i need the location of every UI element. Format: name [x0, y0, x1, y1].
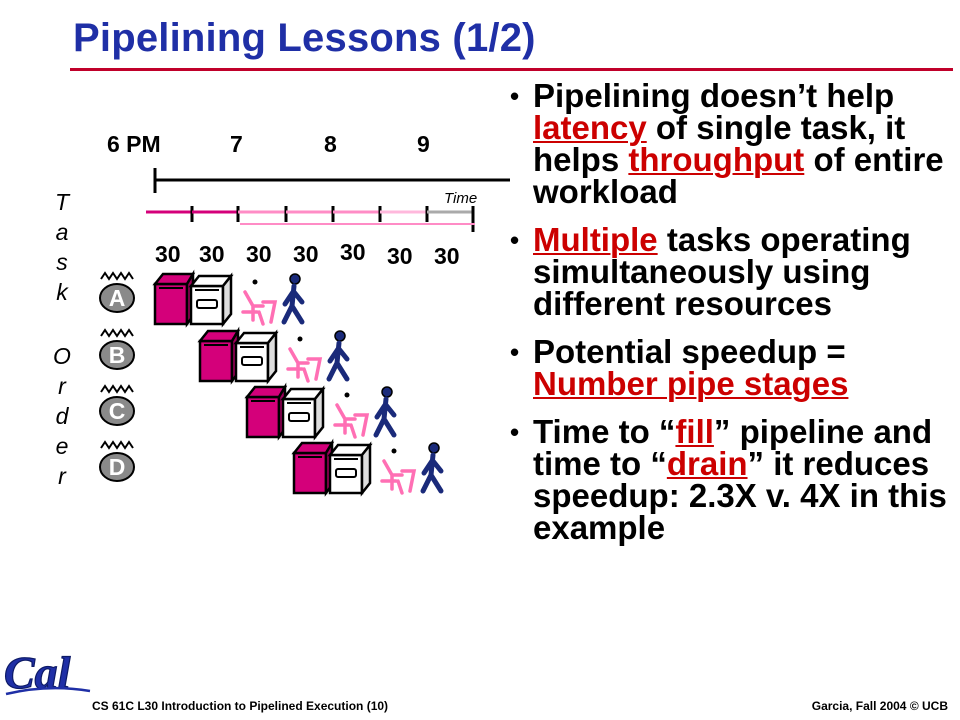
page-title: Pipelining Lessons (1/2): [73, 16, 536, 60]
duration-label: 30: [199, 241, 225, 267]
task-label: A: [108, 285, 126, 311]
bullet-text: Pipelining doesn’t help: [533, 77, 895, 114]
svg-text:Cal: Cal: [4, 647, 71, 698]
dryer-icon: [330, 445, 370, 493]
task-order-axis-label: T a s k O r d e r: [53, 189, 71, 489]
lesson-bullet: [510, 413, 955, 546]
washer-icon: [247, 387, 285, 437]
task-badge: [100, 330, 134, 369]
bullet-text: ” pipeline and time to “: [533, 413, 933, 482]
walking-person-icon: [376, 387, 394, 435]
time-axis-label: Time: [444, 190, 478, 207]
cal-logo-icon: [2, 644, 94, 703]
task-label: B: [108, 342, 126, 368]
bullet-text: Time to “: [533, 413, 676, 450]
bullet-dot: •: [510, 81, 520, 111]
hour-label-8: 8: [324, 131, 337, 157]
task-row: [100, 442, 441, 493]
folder-person-icon: [335, 393, 367, 438]
walking-person-icon: [329, 331, 347, 379]
duration-label: 30: [293, 241, 319, 267]
dryer-icon: [236, 333, 276, 381]
bullet-dot: •: [510, 225, 520, 255]
hour-label-9: 9: [417, 131, 430, 157]
task-label: D: [108, 454, 126, 480]
washer-icon: [200, 331, 238, 381]
bullet-text: of entire workload: [533, 141, 944, 210]
task-row: [100, 330, 347, 381]
pipeline-diagram: [0, 0, 510, 600]
highlighted-term: latency: [533, 109, 647, 146]
task-badge: [100, 273, 134, 312]
highlighted-term: throughput: [628, 141, 805, 178]
duration-label: 30: [246, 241, 272, 267]
lesson-bullet: [510, 77, 955, 210]
highlighted-term: Number pipe stages: [533, 365, 849, 402]
folder-person-icon: [382, 449, 414, 494]
dryer-icon: [191, 276, 231, 324]
bullet-dot: •: [510, 337, 520, 367]
bullet-dot: •: [510, 417, 520, 447]
walking-person-icon: [284, 274, 302, 322]
duration-label: 30: [340, 239, 366, 265]
task-label: C: [108, 398, 126, 424]
task-row: [100, 273, 302, 324]
duration-label: 30: [387, 243, 413, 269]
bullet-text: of single task, it helps: [533, 109, 906, 178]
lesson-bullet: [510, 333, 955, 402]
task-badge: [100, 442, 134, 481]
duration-label: 30: [434, 243, 460, 269]
folder-person-icon: [288, 337, 320, 382]
hour-label-7: 7: [230, 131, 243, 157]
washer-icon: [155, 274, 193, 324]
highlighted-term: Multiple: [533, 221, 658, 258]
footer-copyright: Garcia, Fall 2004 © UCB: [811, 699, 948, 713]
walking-person-icon: [423, 443, 441, 491]
duration-label: 30: [155, 241, 181, 267]
time-segments: [146, 206, 475, 232]
task-badge: [100, 386, 134, 425]
dryer-icon: [283, 389, 323, 437]
bullet-text: ” it reduces speedup: 2.3X v. 4X in this example: [533, 445, 947, 546]
washer-icon: [294, 443, 332, 493]
lesson-bullet: [510, 221, 955, 322]
footer-course-label: CS 61C L30 Introduction to Pipelined Execution (10): [92, 699, 389, 713]
bullet-text: Potential speedup =: [533, 333, 846, 370]
bullet-text: tasks operating simultaneously using different resources: [533, 221, 911, 322]
hour-label-6pm: 6 PM: [107, 131, 161, 157]
highlighted-term: fill: [675, 413, 714, 450]
task-row: [100, 386, 394, 437]
highlighted-term: drain: [666, 445, 748, 482]
lesson-bullet-list: [510, 77, 955, 560]
folder-person-icon: [243, 280, 275, 325]
